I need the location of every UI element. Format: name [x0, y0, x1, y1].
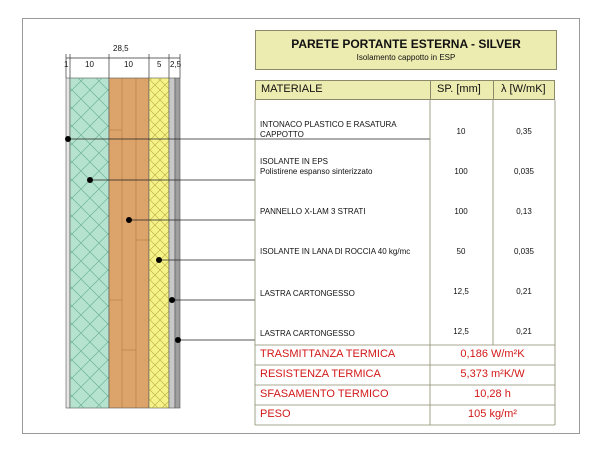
table-header [255, 80, 555, 100]
total-thickness-label: 28,5 [113, 44, 129, 53]
header-material: MATERIALE [261, 83, 323, 95]
segment-label: 5 [157, 60, 162, 69]
result-value-weight: 105 kg/m² [468, 408, 517, 420]
leader-dot [65, 136, 71, 142]
thickness-value: 50 [456, 247, 466, 256]
result-label-resistance: RESISTENZA TERMICA [260, 368, 381, 380]
result-value-phase-shift: 10,28 h [474, 388, 511, 400]
dimension-line [66, 54, 180, 78]
material-name: LASTRA CARTONGESSO [260, 289, 355, 298]
header-thickness: SP. [mm] [437, 83, 481, 95]
layer-xlam [109, 78, 149, 408]
material-name: ISOLANTE IN EPS Polistirene espanso sinterizzato [260, 157, 373, 176]
layer-plasterboard-1 [169, 78, 175, 408]
lambda-value: 0,035 [513, 167, 535, 176]
leader-dot [126, 217, 132, 223]
segment-label: 10 [85, 60, 94, 69]
leader-dot [169, 297, 175, 303]
lambda-value: 0,35 [516, 127, 532, 136]
lambda-value: 0,13 [516, 207, 532, 216]
segment-label: 2,5 [170, 60, 182, 69]
lambda-value: 0,21 [516, 287, 532, 296]
layer-plasterboard-2 [175, 78, 180, 408]
page-title: PARETE PORTANTE ESTERNA - SILVER [291, 37, 521, 51]
lambda-value: 0,21 [516, 327, 532, 336]
thickness-value: 100 [454, 167, 468, 176]
title-box [255, 30, 557, 70]
thickness-value: 12,5 [453, 287, 469, 296]
page-subtitle: Isolamento cappotto in ESP [356, 53, 456, 62]
leader-dot [175, 337, 181, 343]
layer-plaster [66, 78, 70, 408]
result-value-resistance: 5,373 m²K/W [460, 368, 525, 380]
material-name: ISOLANTE IN LANA DI ROCCIA 40 kg/mc [260, 247, 411, 256]
result-label-transmittance: TRASMITTANZA TERMICA [260, 348, 396, 360]
result-value-transmittance: 0,186 W/m²K [460, 348, 525, 360]
material-name: PANNELLO X-LAM 3 STRATI [260, 207, 366, 216]
thickness-value: 12,5 [453, 327, 469, 336]
leader-dot [87, 177, 93, 183]
header-lambda: λ [W/mK] [501, 83, 546, 95]
result-label-weight: PESO [260, 408, 291, 420]
result-label-phase-shift: SFASAMENTO TERMICO [260, 388, 389, 400]
leader-dot [156, 257, 162, 263]
material-name: INTONACO PLASTICO E RASATURA CAPPOTTO [260, 120, 397, 139]
segment-label: 1 [64, 60, 69, 69]
material-name: LASTRA CARTONGESSO [260, 329, 355, 338]
lambda-value: 0,035 [513, 247, 535, 256]
thickness-value: 10 [456, 127, 466, 136]
thickness-value: 100 [454, 207, 468, 216]
segment-label: 10 [124, 60, 133, 69]
